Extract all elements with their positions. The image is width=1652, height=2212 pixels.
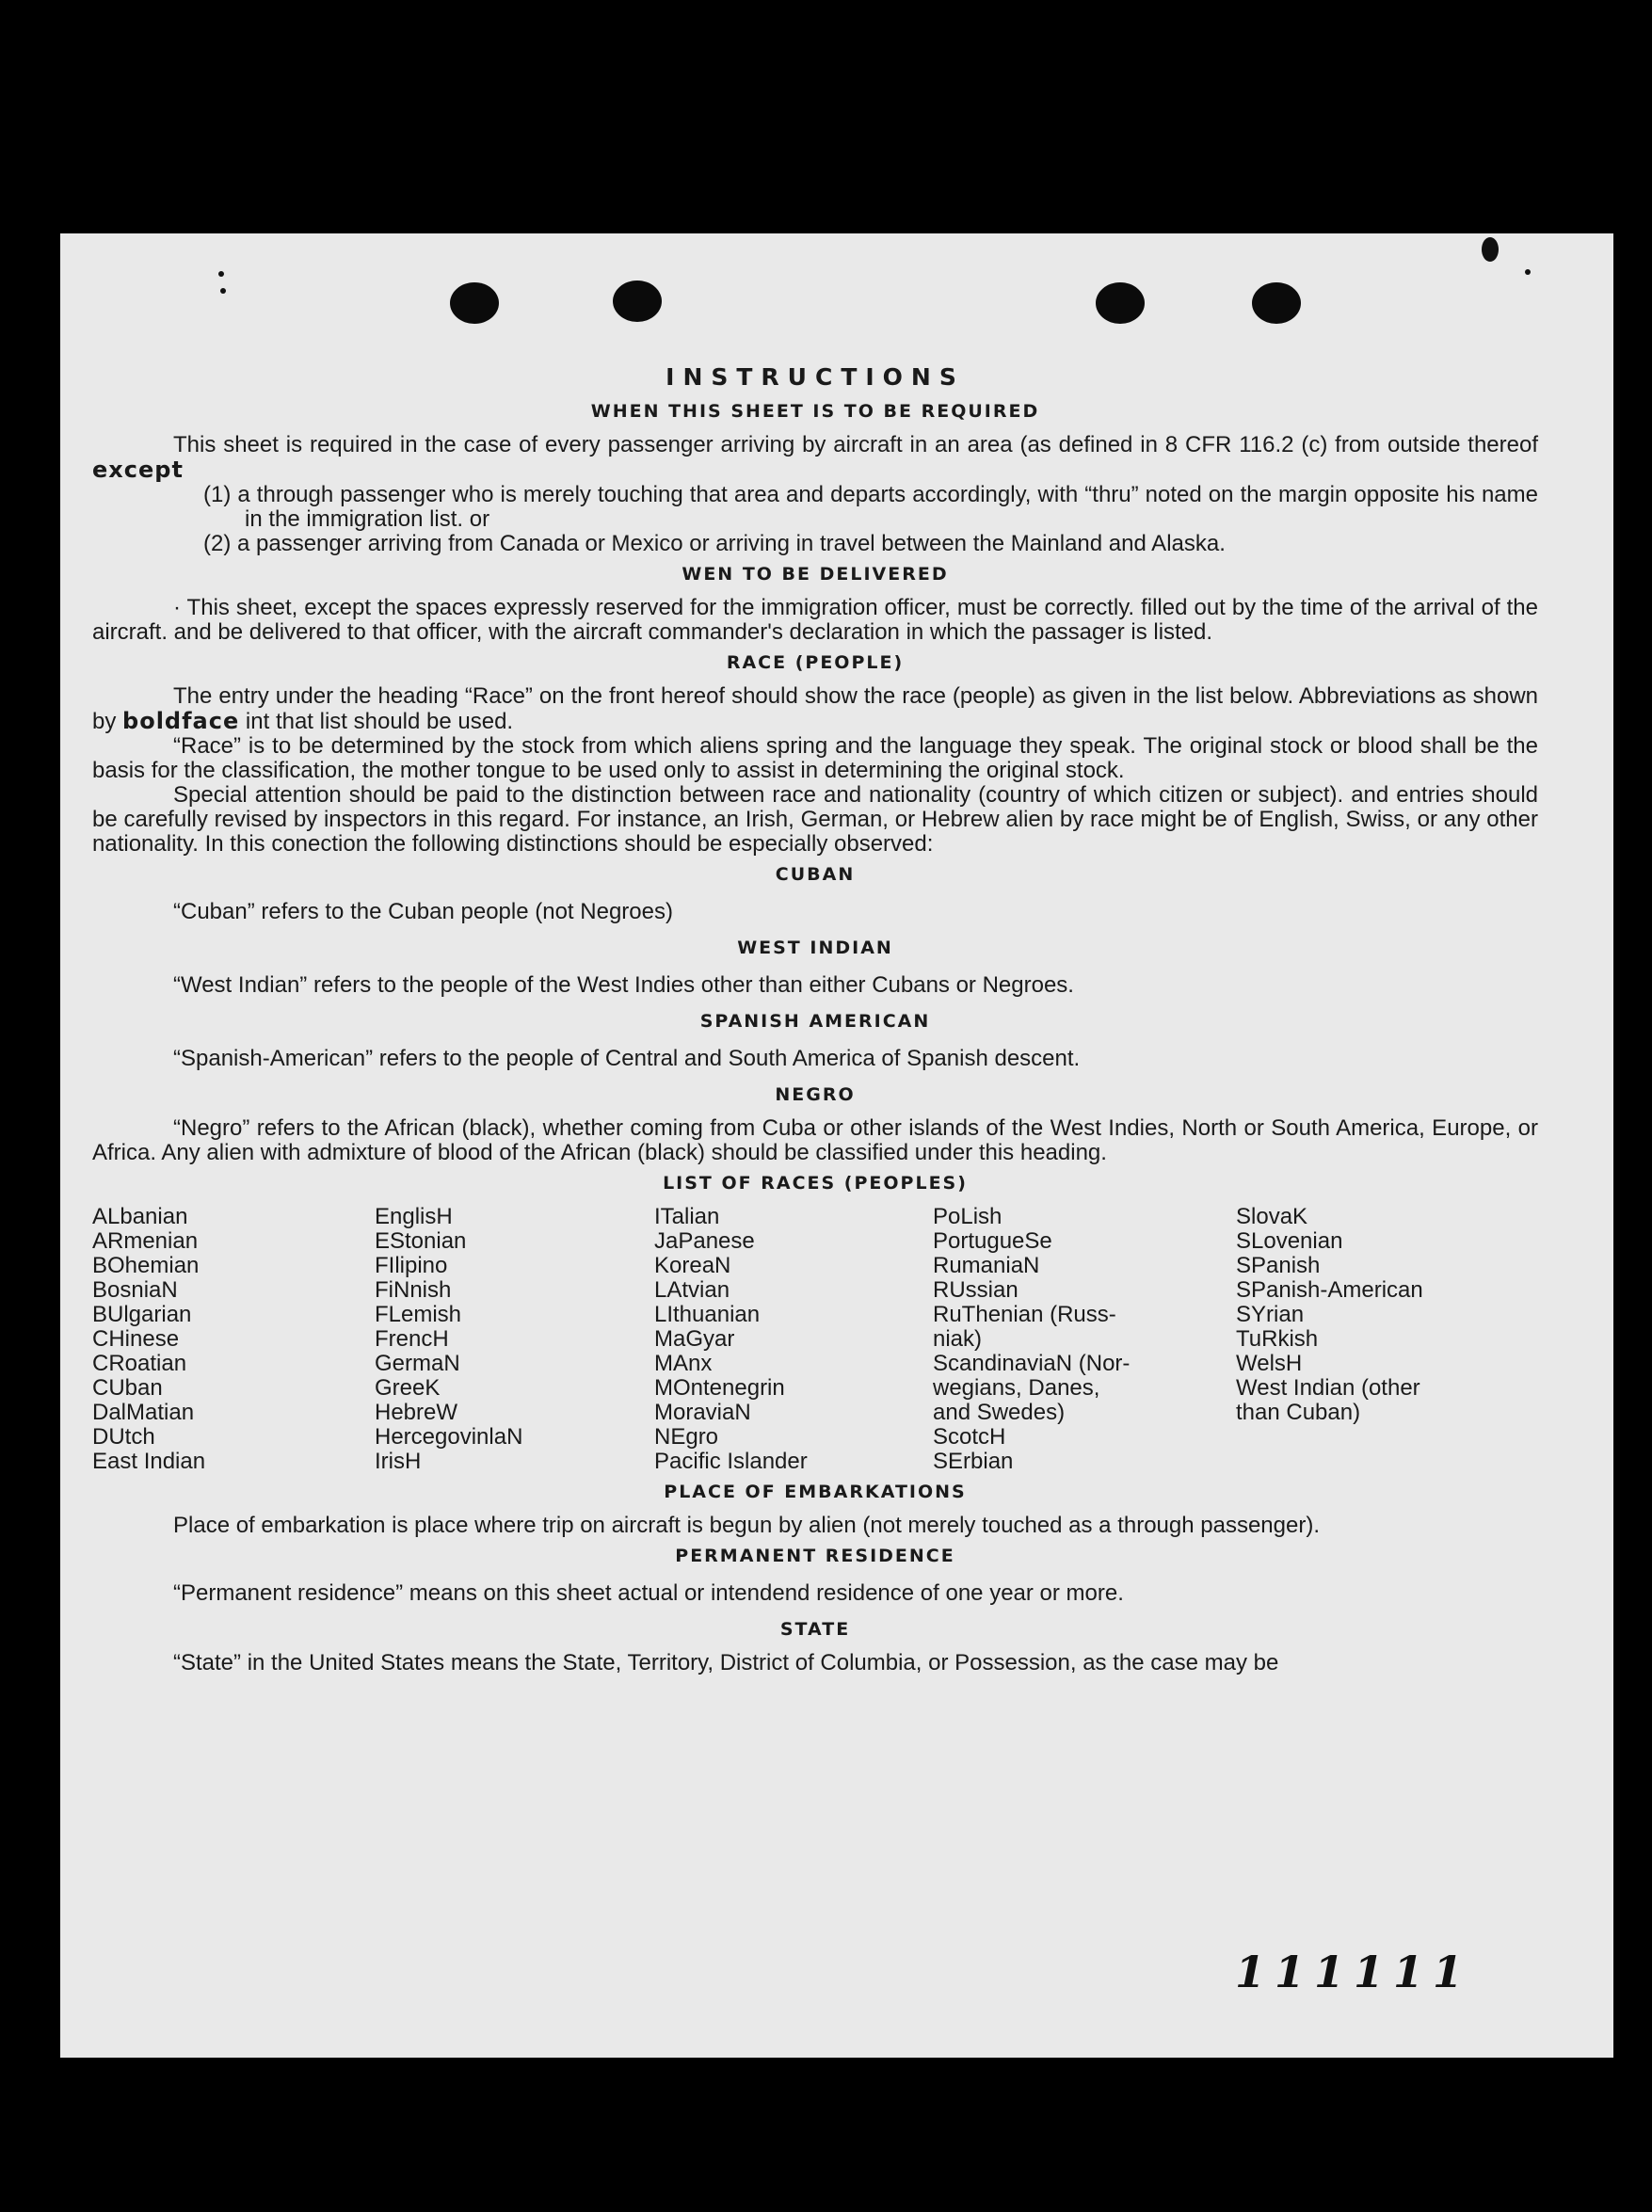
race-entry: NEgro [654, 1424, 719, 1450]
section-heading-state: STATE [779, 1619, 851, 1640]
race-entry: LIthuanian [654, 1302, 761, 1327]
race-entry: RUssian [933, 1277, 1018, 1303]
ink-speck [220, 288, 226, 294]
section-heading-cuban: CUBAN [775, 864, 856, 885]
race-entry: SPanish-American [1236, 1277, 1423, 1303]
instruction-sheet [60, 233, 1613, 2058]
section-heading-residence: PERMANENT RESIDENCE [675, 1546, 955, 1566]
race-entry: PoLish [933, 1204, 1002, 1229]
section-heading-delivered: WEN TO BE DELIVERED [682, 564, 949, 585]
race-entry: SYrian [1236, 1302, 1305, 1327]
race-entry: ScotcH [933, 1424, 1006, 1450]
race-entry: IrisH [375, 1449, 422, 1474]
punch-hole [1096, 282, 1145, 324]
exception-item-1: (1) a through passenger who is merely touching that area and departs accordingly, with “thru” noted on the margin opposite his name in the immigration list. or [203, 482, 1538, 532]
ink-speck [1525, 269, 1531, 275]
race-entry: GermaN [375, 1351, 460, 1376]
race-entry: FLemish [375, 1302, 462, 1327]
race-entry: CRoatian [92, 1351, 187, 1376]
race-entry: DalMatian [92, 1400, 195, 1425]
race-entry: SLovenian [1236, 1228, 1343, 1254]
negro-text: “Negro” refers to the African (black), whether coming from Cuba or other islands of the West Indies, North or South America, Europe, or Africa. Any alien with admixture of blood of the African (black) should be classified under this heading. [92, 1115, 1538, 1165]
section-heading-west-indian: WEST INDIAN [737, 938, 893, 958]
race-entry: BUlgarian [92, 1302, 192, 1327]
section-heading-embarkation: PLACE OF EMBARKATIONS [664, 1482, 967, 1502]
race-paragraph-3: Special attention should be paid to the distinction between race and nationality (country of which citizen or subject). and entries should be carefully revised by inspectors in this regard. For instance, an Irish, German, or Hebrew alien by race might be of English, Swiss, or any other nationality. In this conection the following distinctions should be especially observed: [92, 782, 1538, 857]
race-entry: West Indian (other than Cuban) [1236, 1375, 1420, 1425]
race-entry: Pacific Islander [654, 1449, 808, 1474]
race-entry: GreeK [375, 1375, 441, 1401]
delivered-text: · This sheet, except the spaces expressly reserved for the immigration officer, must be correctly. filled out by the time of the arrival of the aircraft. and be delivered to that officer, with the aircraft commander's declaration in which the passager is listed. [92, 595, 1538, 645]
race-entry: East Indian [92, 1449, 206, 1474]
handwritten-tally-mark: 111111 [1234, 1947, 1472, 1997]
punch-hole [1252, 282, 1301, 324]
race-entry: SlovaK [1236, 1204, 1308, 1229]
race-entry: FIlipino [375, 1253, 448, 1278]
race-paragraph-2: “Race” is to be determined by the stock from which aliens spring and the language they speak. The original stock or blood shall be the basis for the classification, the mother tongue to be used only to assist in determining the original stock. [92, 733, 1538, 783]
race-paragraph-1: The entry under the heading “Race” on the front hereof should show the race (people) as given in the list below. Abbreviations as shown by boldface int that list should be used. [92, 683, 1538, 734]
spanish-american-text: “Spanish-American” refers to the people of Central and South America of Spanish descent. [173, 1046, 1081, 1071]
race-entry: WelsH [1236, 1351, 1303, 1376]
race-entry: RuThenian (Russ- niak) [933, 1302, 1116, 1352]
section-heading-negro: NEGRO [775, 1084, 856, 1105]
race-entry: SPanish [1236, 1253, 1321, 1278]
punch-hole [450, 282, 499, 324]
instructions-body [92, 365, 1538, 1675]
race-entry: KoreaN [654, 1253, 731, 1278]
race-column-4 [933, 1205, 1236, 1474]
race-entry: EnglisH [375, 1204, 453, 1229]
race-list [92, 1205, 1538, 1474]
race-column-2 [375, 1205, 654, 1474]
race-entry: JaPanese [654, 1228, 755, 1254]
ink-speck [218, 271, 224, 277]
except-emphasis: except [92, 457, 184, 483]
race-entry: BosniaN [92, 1277, 178, 1303]
section-heading-spanish-american: SPANISH AMERICAN [699, 1011, 931, 1032]
cuban-text: “Cuban” refers to the Cuban people (not Negroes) [173, 899, 673, 924]
punch-hole [613, 281, 662, 322]
page-title: INSTRUCTIONS [666, 363, 965, 391]
race-entry: HercegovinlaN [375, 1424, 523, 1450]
race-entry: RumaniaN [933, 1253, 1040, 1278]
exception-item-2: (2) a passenger arriving from Canada or Mexico or arriving in travel between the Mainland and Alaska. [203, 531, 1226, 556]
race-entry: MaGyar [654, 1326, 735, 1352]
race-column-3 [654, 1205, 933, 1474]
race-entry: MOntenegrin [654, 1375, 785, 1401]
race-entry: MoraviaN [654, 1400, 751, 1425]
race-entry: MAnx [654, 1351, 713, 1376]
race-entry: TuRkish [1236, 1326, 1319, 1352]
race-entry: FiNnish [375, 1277, 452, 1303]
race-entry: ScandinaviaN (Nor- wegians, Danes, and Swedes) [933, 1351, 1131, 1425]
race-column-1 [92, 1205, 375, 1474]
state-text: “State” in the United States means the State, Territory, District of Columbia, or Possession, as the case may be [173, 1650, 1279, 1675]
residence-text: “Permanent residence” means on this sheet actual or intendend residence of one year or more. [173, 1580, 1124, 1606]
section-heading-required: WHEN THIS SHEET IS TO BE REQUIRED [590, 401, 1040, 422]
embarkation-text: Place of embarkation is place where trip on aircraft is begun by alien (not merely touched as a through passenger). [173, 1513, 1320, 1538]
required-intro: This sheet is required in the case of every passenger arriving by aircraft in an area (as defined in 8 CFR 116.2 (c) from outside thereof except [92, 432, 1538, 483]
race-entry: EStonian [375, 1228, 467, 1254]
race-entry: LAtvian [654, 1277, 730, 1303]
race-entry: DUtch [92, 1424, 155, 1450]
race-entry: CHinese [92, 1326, 180, 1352]
race-entry: ITalian [654, 1204, 720, 1229]
race-entry: SErbian [933, 1449, 1014, 1474]
ink-speck [1482, 237, 1499, 262]
race-entry: PortugueSe [933, 1228, 1052, 1254]
race-entry: CUban [92, 1375, 163, 1401]
section-heading-race-list: LIST OF RACES (PEOPLES) [663, 1173, 968, 1194]
race-entry: ARmenian [92, 1228, 199, 1254]
boldface-emphasis: boldface [122, 708, 240, 734]
race-entry: ALbanian [92, 1204, 188, 1229]
section-heading-race: RACE (PEOPLE) [726, 652, 905, 673]
race-entry: HebreW [375, 1400, 458, 1425]
race-column-5 [1236, 1205, 1537, 1474]
race-entry: FrencH [375, 1326, 449, 1352]
race-entry: BOhemian [92, 1253, 200, 1278]
west-indian-text: “West Indian” refers to the people of the West Indies other than either Cubans or Negroes. [173, 972, 1074, 998]
